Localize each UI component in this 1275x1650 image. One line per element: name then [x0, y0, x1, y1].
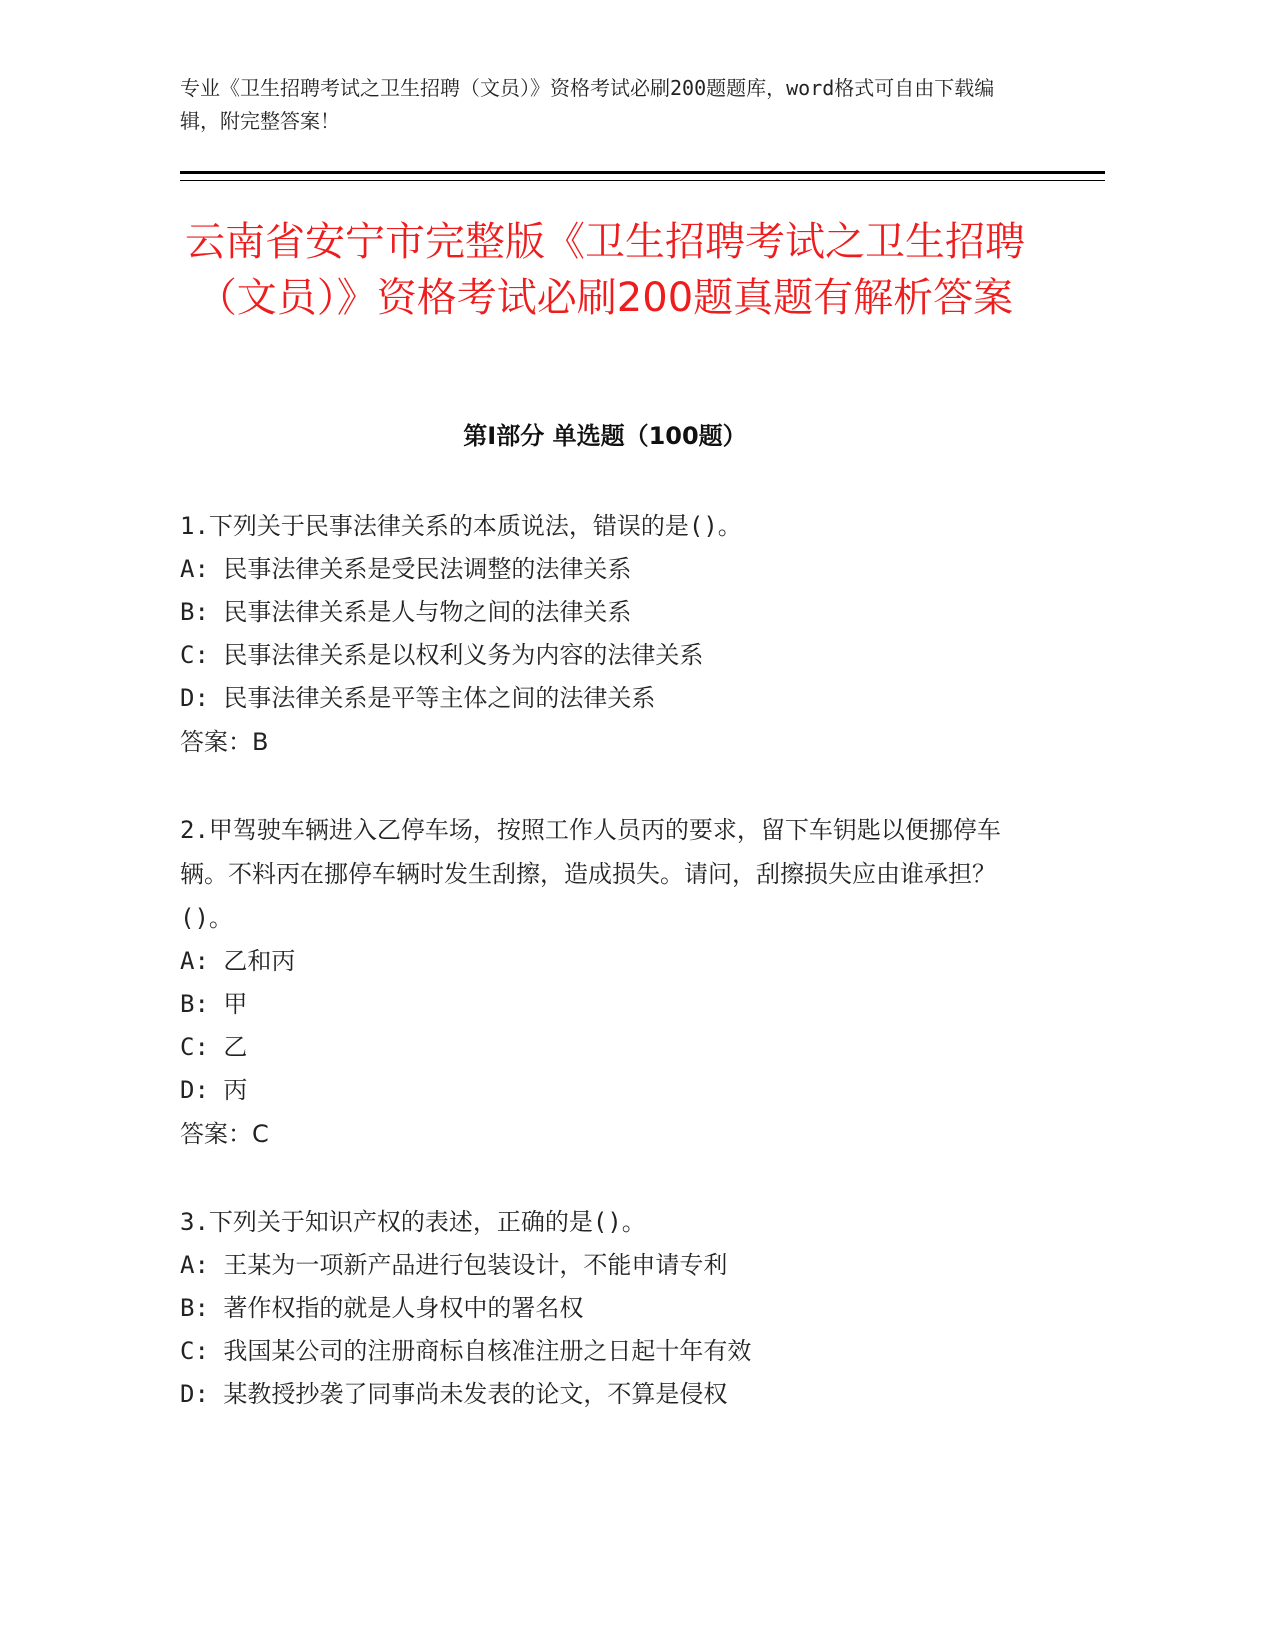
question-3 — [180, 1200, 1040, 1416]
header-divider-thin — [180, 180, 1105, 181]
option-a: A: 乙和丙 — [180, 947, 296, 975]
option-b: B: 民事法律关系是人与物之间的法律关系 — [180, 598, 632, 626]
option-a: A: 王某为一项新产品进行包装设计，不能申请专利 — [180, 1251, 728, 1279]
option-c: C: 乙 — [180, 1033, 248, 1061]
question-stem: 2.甲驾驶车辆进入乙停车场，按照工作人员丙的要求，留下车钥匙以便挪停车辆。不料丙在挪停车辆时发生刮擦，造成损失。请问，刮擦损失应由谁承担？()。 — [180, 816, 1001, 932]
section-title: 第I部分 单选题（100题） — [463, 422, 747, 450]
option-b: B: 著作权指的就是人身权中的署名权 — [180, 1294, 584, 1322]
header-divider-thick — [180, 171, 1105, 174]
document-title: 云南省安宁市完整版《卫生招聘考试之卫生招聘（文员）》资格考试必刷200题真题有解析答案 — [185, 219, 1025, 321]
question-stem: 1.下列关于民事法律关系的本质说法，错误的是()。 — [180, 512, 742, 540]
answer: 答案：B — [180, 728, 269, 756]
question-stem: 3.下列关于知识产权的表述，正确的是()。 — [180, 1208, 646, 1236]
option-c: C: 我国某公司的注册商标自核准注册之日起十年有效 — [180, 1337, 752, 1365]
option-b: B: 甲 — [180, 990, 248, 1018]
question-2 — [180, 808, 1040, 1156]
option-a: A: 民事法律关系是受民法调整的法律关系 — [180, 555, 632, 583]
answer: 答案：C — [180, 1120, 269, 1148]
option-d: D: 某教授抄袭了同事尚未发表的论文，不算是侵权 — [180, 1380, 728, 1408]
question-1 — [180, 504, 1040, 764]
option-d: D: 丙 — [180, 1076, 248, 1104]
header-note: 专业《卫生招聘考试之卫生招聘（文员）》资格考试必刷200题题库，word格式可自由下载编辑，附完整答案！ — [180, 76, 995, 133]
option-c: C: 民事法律关系是以权利义务为内容的法律关系 — [180, 641, 704, 669]
option-d: D: 民事法律关系是平等主体之间的法律关系 — [180, 684, 656, 712]
